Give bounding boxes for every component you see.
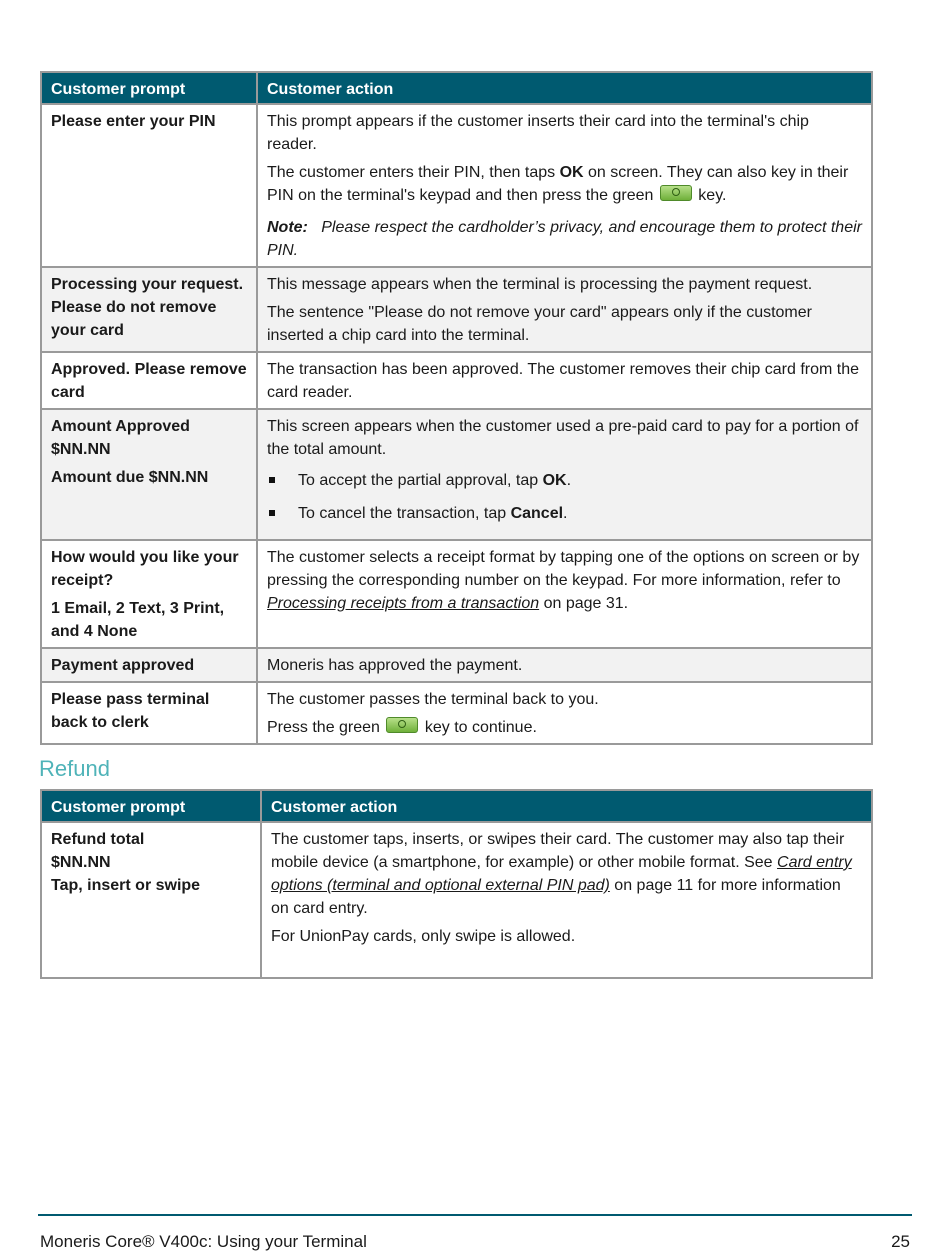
table-row [41, 682, 872, 744]
text-run: The customer taps, inserts, or swipes their card. The customer may also tap their mobile device (a smartphone, for example) or other mobile format. See [271, 831, 845, 871]
prompt-text: Payment approved [51, 657, 195, 674]
action-paragraph [267, 161, 862, 207]
prompt-text: How would you like your receipt? [51, 549, 239, 589]
action-cell [257, 409, 872, 540]
text-run: on screen. They can also key in their PIN on the terminal's keypad and then press the green [267, 164, 849, 204]
action-cell [257, 682, 872, 744]
text-run: on page 31. [539, 595, 629, 612]
action-paragraph [267, 546, 862, 615]
bullet-list [267, 469, 862, 525]
card-entry-options-link[interactable]: Card entry options (terminal and optional external PIN pad) [271, 854, 852, 894]
action-cell [257, 540, 872, 648]
action-cell [257, 352, 872, 409]
refund-table [40, 789, 873, 979]
action-paragraph: The customer passes the terminal back to you. [267, 691, 599, 708]
text-run: Press the green [267, 719, 385, 736]
section-title-refund: Refund [39, 756, 110, 781]
prompt-text: Tap, insert or swipe [51, 877, 201, 894]
table-row [41, 648, 872, 682]
customer-prompts-table [40, 71, 873, 745]
prompt-text: Please pass terminal back to clerk [51, 691, 210, 731]
cancel-text: Cancel [510, 505, 564, 522]
action-paragraph [267, 716, 862, 739]
prompt-cell [41, 267, 257, 352]
action-paragraph: For UnionPay cards, only swipe is allowed. [271, 928, 576, 945]
text-run: on page 11 for more information on card entry. [271, 877, 841, 917]
prompt-text: Amount Approved $NN.NN [51, 418, 190, 458]
column-header-action: Customer action [257, 72, 872, 104]
prompt-cell [41, 409, 257, 540]
action-paragraph: This prompt appears if the customer inserts their card into the terminal's chip reader. [267, 113, 809, 153]
text-run: The customer selects a receipt format by tapping one of the options on screen or by pressing the corresponding number on the keypad. For more information, refer to [267, 549, 860, 589]
action-paragraph: This screen appears when the customer used a pre-paid card to pay for a portion of the total amount. [267, 418, 859, 458]
action-paragraph: The transaction has been approved. The customer removes their chip card from the card reader. [267, 361, 860, 401]
action-cell [257, 104, 872, 267]
text-run: key to continue. [420, 719, 537, 736]
text-run: . [566, 472, 572, 489]
text-run: . [563, 505, 568, 522]
table-header-row [41, 790, 872, 822]
text-run: key. [693, 187, 727, 204]
ok-text: OK [542, 472, 567, 489]
text-run: The customer enters their PIN, then taps [267, 164, 560, 181]
prompt-text: Approved. Please remove card [51, 361, 247, 401]
note-paragraph [267, 216, 862, 262]
prompt-cell [41, 540, 257, 648]
column-header-prompt: Customer prompt [41, 790, 261, 822]
action-cell [257, 648, 872, 682]
prompt-cell [41, 648, 257, 682]
action-cell [257, 267, 872, 352]
prompt-text: Refund total [51, 831, 145, 848]
table-row [41, 352, 872, 409]
footer-title: Moneris Core® V400c: Using your Terminal [40, 1232, 367, 1251]
action-cell [261, 822, 872, 978]
prompt-cell [41, 682, 257, 744]
prompt-text: $NN.NN [51, 854, 111, 871]
prompt-cell [41, 352, 257, 409]
list-item [267, 469, 862, 492]
prompt-text: 1 Email, 2 Text, 3 Print, and 4 None [51, 600, 225, 640]
prompt-cell [41, 822, 261, 978]
table-row [41, 540, 872, 648]
prompt-cell [41, 104, 257, 267]
green-ok-key-icon [386, 717, 418, 733]
column-header-prompt: Customer prompt [41, 72, 257, 104]
action-paragraph: This message appears when the terminal is processing the payment request. [267, 276, 813, 293]
text-run: To accept the partial approval, tap [298, 472, 543, 489]
action-paragraph [271, 828, 862, 920]
table-row [41, 104, 872, 267]
ok-text: OK [559, 164, 584, 181]
green-ok-key-icon [660, 185, 692, 201]
table-row [41, 822, 872, 978]
prompt-text: Amount due $NN.NN [51, 469, 209, 486]
page-number: 25 [891, 1232, 910, 1251]
action-paragraph: The sentence "Please do not remove your card" appears only if the customer inserted a chip card into the terminal. [267, 304, 812, 344]
footer-divider [38, 1214, 912, 1216]
processing-receipts-link[interactable]: Processing receipts from a transaction [267, 595, 540, 612]
list-item [267, 502, 862, 525]
table-header-row [41, 72, 872, 104]
text-run: To cancel the transaction, tap [298, 505, 511, 522]
column-header-action: Customer action [261, 790, 872, 822]
note-text: Please respect the cardholder’s privacy, and encourage them to protect their PIN. [267, 219, 862, 259]
table-row [41, 267, 872, 352]
prompt-text: Please enter your PIN [51, 113, 216, 130]
note-label: Note: [267, 219, 308, 236]
prompt-text: Processing your request. Please do not remove your card [51, 276, 244, 339]
table-row [41, 409, 872, 540]
action-paragraph: Moneris has approved the payment. [267, 657, 523, 674]
